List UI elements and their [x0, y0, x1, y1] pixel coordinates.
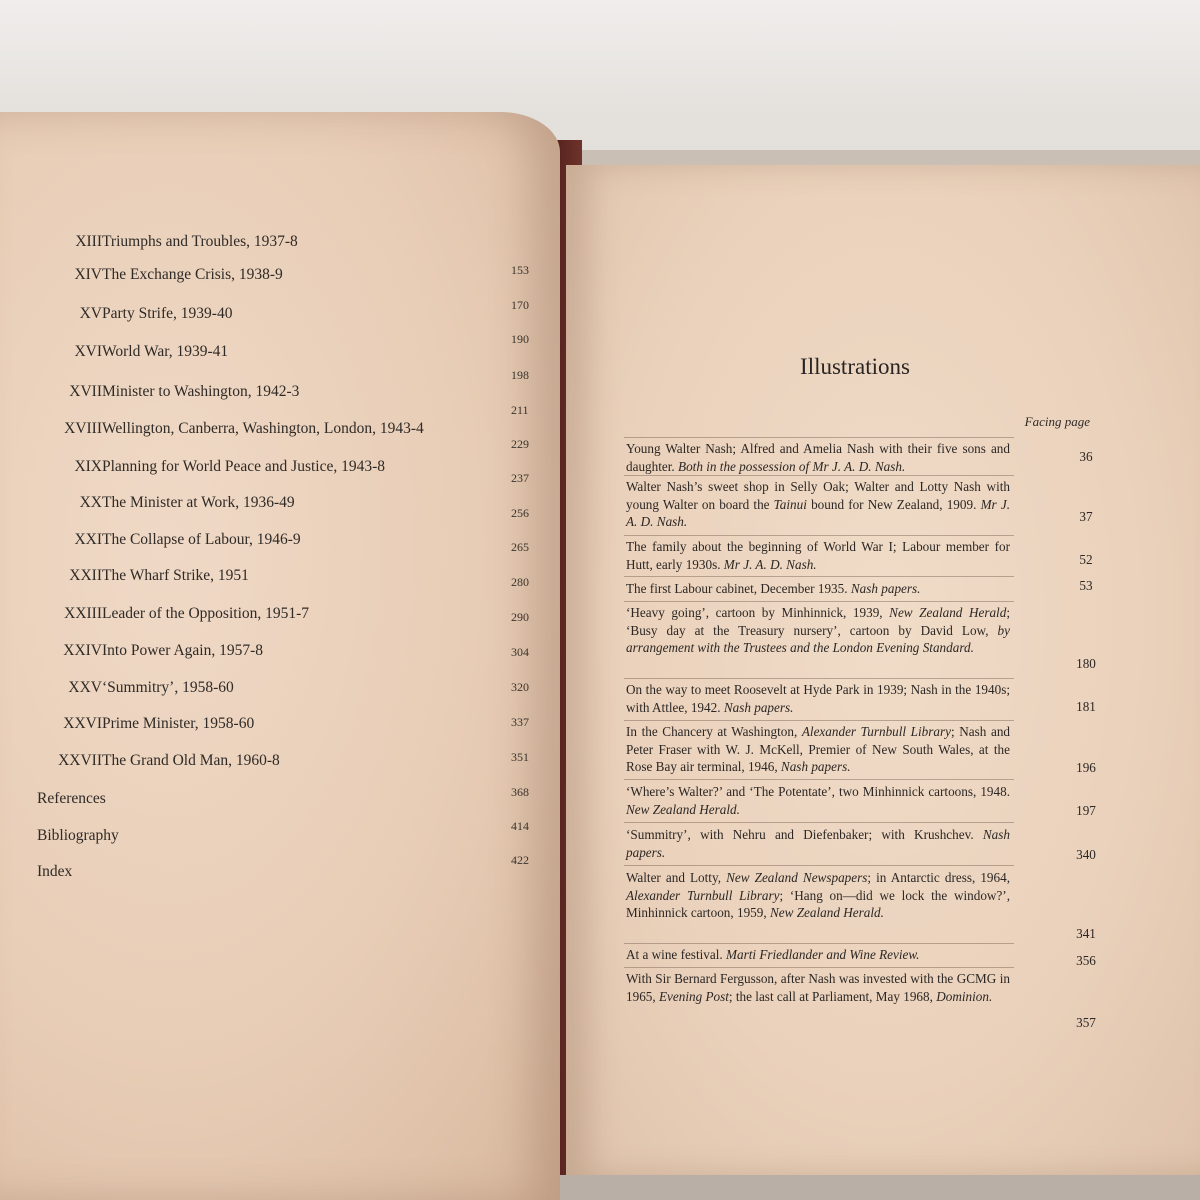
- chapter-number: XXV: [68, 679, 102, 696]
- toc-references: References: [37, 790, 106, 807]
- toc-page-number: 256: [511, 506, 529, 520]
- illustration-entry: ‘Where’s Walter?’ and ‘The Potentate’, two Minhinnick cartoons, 1948. New Zealand Herald.: [626, 784, 1010, 817]
- toc-page-number: 211: [511, 403, 529, 417]
- facing-page-number: 180: [1076, 656, 1096, 671]
- chapter-title: The Exchange Crisis, 1938-9: [102, 266, 283, 283]
- chapter-title: The Minister at Work, 1936-49: [102, 494, 295, 511]
- illustration-entry: ‘Summitry’, with Nehru and Diefenbaker; with Krushchev. Nash papers.: [626, 827, 1010, 860]
- facing-page-number: 341: [1076, 926, 1096, 941]
- toc-page-number: 170: [511, 298, 529, 312]
- facing-page-number: 181: [1076, 699, 1096, 714]
- toc-page-number: 153: [511, 263, 529, 277]
- chapter-title: The Wharf Strike, 1951: [102, 567, 249, 584]
- illustration-entry: On the way to meet Roosevelt at Hyde Park in 1939; Nash in the 1940s; with Attlee, 1942. Nash papers.: [626, 682, 1010, 715]
- toc-page-number: 290: [511, 610, 529, 624]
- chapter-number: XIV: [74, 266, 102, 283]
- chapter-title: Leader of the Opposition, 1951-7: [102, 605, 310, 622]
- facing-page-number: 37: [1079, 509, 1093, 524]
- chapter-title: Into Power Again, 1957-8: [102, 642, 264, 659]
- toc-row: [30, 343, 500, 367]
- toc-page-number: 414: [511, 819, 529, 833]
- illustration-entry: ‘Heavy going’, cartoon by Minhinnick, 1939, New Zealand Herald; ‘Busy day at the Treasury nursery’, cartoon by David Low, by arrangement with the Trustees and the London Evening Standard.: [626, 605, 1010, 655]
- divider: [624, 943, 1014, 944]
- chapter-number: XXIII: [64, 605, 102, 622]
- toc-row: [30, 494, 500, 518]
- divider: [624, 720, 1014, 721]
- chapter-number: XVII: [69, 383, 102, 400]
- chapter-number: XXII: [69, 567, 102, 584]
- toc-page-number: 265: [511, 540, 529, 554]
- illustration-entry: The family about the beginning of World War I; Labour member for Hutt, early 1930s. Mr J. A. D. Nash.: [626, 539, 1010, 572]
- divider: [624, 967, 1014, 968]
- chapter-title: The Collapse of Labour, 1946-9: [102, 531, 301, 548]
- chapter-number: XVI: [74, 343, 102, 360]
- toc-row: [30, 383, 500, 407]
- divider: [624, 601, 1014, 602]
- chapter-title: Party Strife, 1939-40: [102, 305, 233, 322]
- illustration-entry: Walter and Lotty, New Zealand Newspapers; in Antarctic dress, 1964, Alexander Turnbull Library; ‘Hang on—did we lock the window?’, Minhinnick cartoon, 1959, New Zealand Herald.: [626, 870, 1011, 920]
- toc-page-number: 280: [511, 575, 529, 589]
- chapter-number: XXVI: [63, 715, 102, 732]
- divider: [624, 678, 1014, 679]
- illustration-entry: Walter Nash’s sweet shop in Selly Oak; Walter and Lotty Nash with young Walter on board the Tainui bound for New Zealand, 1909. Mr J. A. D. Nash.: [626, 479, 1010, 529]
- toc-row: [30, 642, 500, 666]
- facing-page-number: 53: [1079, 578, 1093, 593]
- toc-page-number: 198: [511, 368, 529, 382]
- divider: [624, 437, 1014, 438]
- facing-page-number: 52: [1079, 552, 1093, 567]
- toc-row: [30, 305, 500, 329]
- chapter-number: XXIV: [63, 642, 102, 659]
- toc-row: [30, 715, 500, 739]
- chapter-number: XIX: [74, 458, 102, 475]
- facing-page-number: 197: [1076, 803, 1096, 818]
- chapter-number: XXVII: [58, 752, 102, 769]
- chapter-title: Minister to Washington, 1942-3: [102, 383, 300, 400]
- divider: [624, 475, 1014, 476]
- illustration-entry: In the Chancery at Washington, Alexander Turnbull Library; Nash and Peter Fraser with W. J. McKell, Premier of New South Wales, at the Rose Bay air terminal, 1946, Nash papers.: [626, 724, 1011, 774]
- chapter-title: The Grand Old Man, 1960-8: [102, 752, 280, 769]
- illustration-entry: The first Labour cabinet, December 1935. Nash papers.: [626, 581, 921, 596]
- right-page: [566, 165, 1200, 1175]
- toc-bibliography: Bibliography: [37, 827, 119, 844]
- illustration-entry: Young Walter Nash; Alfred and Amelia Nash with their five sons and daughter. Both in the possession of Mr J. A. D. Nash.: [626, 441, 1010, 474]
- chapter-title: Planning for World Peace and Justice, 1943-8: [102, 458, 386, 475]
- toc-index: Index: [37, 863, 73, 880]
- divider: [624, 535, 1014, 536]
- toc-page-number: 351: [511, 750, 529, 764]
- toc-page-number: 304: [511, 645, 529, 659]
- illustration-entry: With Sir Bernard Fergusson, after Nash was invested with the GCMG in 1965, Evening Post; the last call at Parliament, May 1968, Dominion.: [626, 971, 1010, 1004]
- chapter-number: XXI: [74, 531, 102, 548]
- divider: [624, 822, 1014, 823]
- facing-page-header: Facing page: [1024, 414, 1090, 429]
- wall: [0, 0, 1200, 118]
- toc-page-number: 237: [511, 471, 529, 485]
- chapter-number: XV: [79, 305, 102, 322]
- chapter-title: World War, 1939-41: [102, 343, 229, 360]
- facing-page-number: 357: [1076, 1015, 1096, 1030]
- chapter-title: Prime Minister, 1958-60: [102, 715, 255, 732]
- toc-row: [30, 567, 500, 591]
- toc-row: [30, 266, 500, 290]
- chapter-title: ‘Summitry’, 1958-60: [102, 679, 234, 696]
- toc-row: [30, 420, 500, 444]
- divider: [624, 865, 1014, 866]
- chapter-number: XIII: [75, 233, 102, 250]
- toc-row: [30, 233, 500, 257]
- toc-page-number: 337: [511, 715, 529, 729]
- facing-page-number: 340: [1076, 847, 1096, 862]
- facing-page-number: 196: [1076, 760, 1096, 775]
- chapter-number: XVIII: [64, 420, 102, 437]
- illustration-entry: At a wine festival. Marti Friedlander and Wine Review.: [626, 947, 920, 962]
- toc-row: [30, 679, 500, 703]
- facing-page-number: 36: [1079, 449, 1093, 464]
- page-title: Illustrations: [800, 354, 910, 379]
- toc-page-number: 422: [511, 853, 529, 867]
- toc-row: [30, 605, 500, 629]
- toc-page-number: 368: [511, 785, 529, 799]
- toc-row: [30, 752, 500, 776]
- toc-row: [30, 458, 500, 482]
- chapter-number: XX: [79, 494, 102, 511]
- toc-page-number: 229: [511, 437, 529, 451]
- chapter-title: Triumphs and Troubles, 1937-8: [102, 233, 298, 250]
- chapter-title: Wellington, Canberra, Washington, London, 1943-4: [102, 420, 424, 437]
- facing-page-number: 356: [1076, 953, 1096, 968]
- divider: [624, 576, 1014, 577]
- divider: [624, 779, 1014, 780]
- toc-page-number: 320: [511, 680, 529, 694]
- book-bottom-shadow: [560, 1175, 1200, 1200]
- toc-row: [30, 531, 500, 555]
- toc-page-number: 190: [511, 332, 529, 346]
